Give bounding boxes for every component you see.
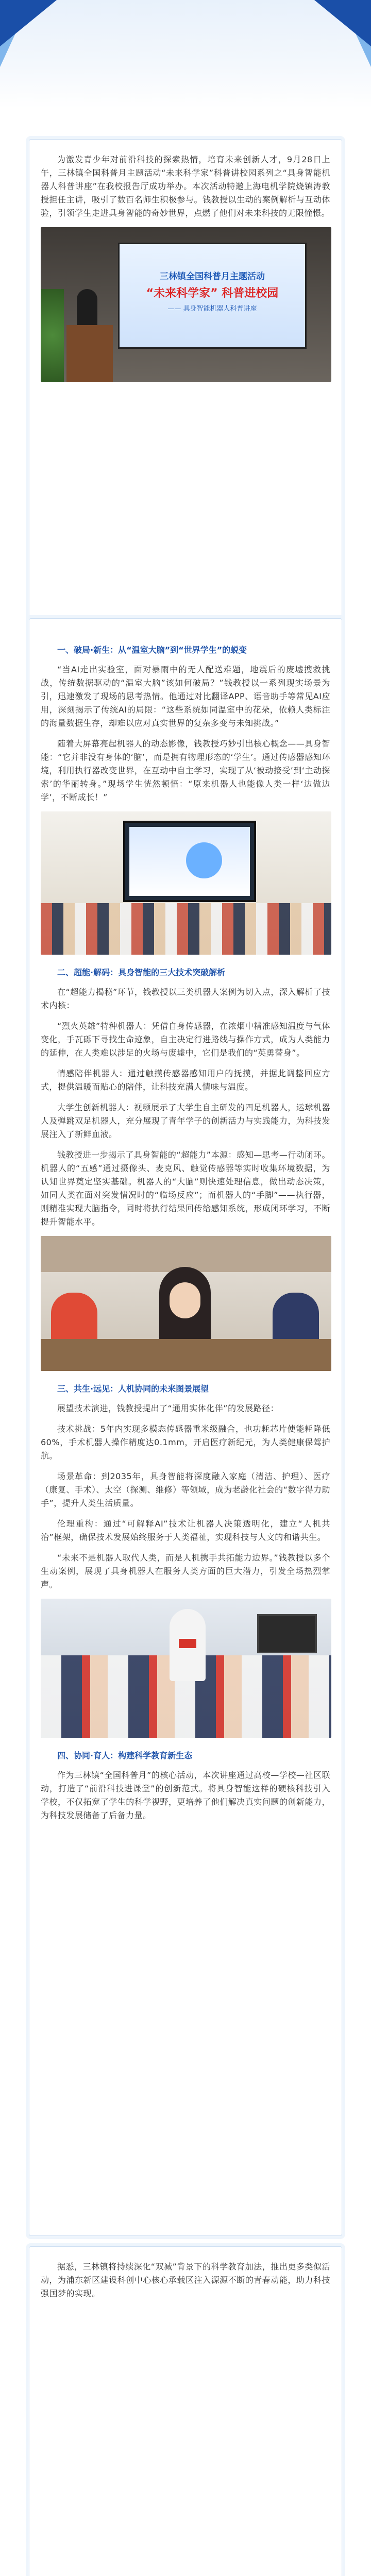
section-1-paragraph: “当AI走出实验室，面对暴雨中的无人配送难题，地震后的废墟搜救挑战，传统数据驱动的“温室大脑”该如何破局？”钱教授以一系列现实场景为引，迅速激发了现场的思考热情。他通过对比翻译APP、语音助手等常见AI应用，深刻揭示了传统AI的局限：“这些系统如同温室中的花朵，依赖人类标注的海量数据生存，却难以应对真实世界的复杂多变与未知挑战。” [41,665,330,728]
section-4-paragraph: 作为三林镇“全国科普月”的核心活动，本次讲座通过高校—学校—社区联动，打造了“前沿科技进课堂”的创新范式。将具身智能这样的硬核科技引入学校，不仅拓宽了学生的科学视野，更培养了他们解决真实问题的创新能力，为科技发展储备了后备力量。 [41,1770,330,1820]
closing-paragraph: 据悉，三林镇将持续深化“双减”背景下的科学教育加法，推出更多类似活动，为浦东新区建设科创中心核心承载区注入源源不断的青春动能，助力科技强国梦的实现。 [41,2262,330,2298]
podium [66,325,113,382]
monitor [257,1614,317,1653]
students-desk-photo [41,1236,331,1371]
section-2-paragraph: 大学生创新机器人：视频展示了大学生自主研发的四足机器人，运球机器人及弹跳双足机器人，充分展现了青年学子的创新活力与实践能力，为科技发展注入了新鲜血液。 [41,1103,330,1139]
section-3-paragraph: 技术挑战：5年内实现多模态传感器重米级融合，也功耗芯片使能耗降低60%，手术机器人操作精度达0.1mm，开启医疗新纪元，为人类健康保驾护航。 [41,1424,330,1461]
section-3-paragraph: 场景革命：到2035年，具身智能将深度融入家庭（清洁、护理）、医疗（康复、手术）、太空（探测、维修）等领域，成为老龄化社会的“数字得力助手”，提升人类生活质量。 [41,1471,330,1508]
section-1-title: 一、破局·新生：从“温室大脑”到“世界学生”的蜕变 [57,645,247,655]
header-decoration [0,0,371,108]
section-2-paragraph: “烈火英雄”特种机器人：凭借自身传感器，在浓烟中精准感知温度与气体变化，手瓦砾下寻找生命迹象，自主决定行进路线与操作方式，成为人类能力的延伸，在人类难以涉足的火场与废墟中，它们是我们的“英勇替身”。 [41,1021,330,1058]
classroom-screen [123,821,256,902]
screen-line-1: 三林镇全国科普月主题活动 [160,272,265,282]
section-3-paragraph: 伦理重构：通过“可解释AI”技术让机器人决策透明化，建立“人机共治”框架，确保技术发展始终服务于人类福祉，实现科技与人文的和谐共生。 [41,1519,330,1542]
speaker-figure [77,289,97,330]
section-2-paragraph: 钱教授进一步揭示了具身智能的“超能力”本源：感知—思考—行动闭环。机器人的“五感”通过摄像头、麦克风、触觉传感器等实时收集环境数据，为认知世界奠定坚实基础。机器人的“大脑”则快速处理信息，做出动态决策，如同人类在面对突发情况时的“临场反应”；而机器人的“手脚”——执行器，则精准实现大脑指令，同时将执行结果回传给感知系统，形成闭环学习，不断提升智能水平。 [41,1150,330,1227]
section-1-paragraph: 随着大屏幕亮起机器人的动态影像，钱教授巧妙引出核心概念——具身智能：“它并非没有身体的‘脑’，而是拥有物理形态的‘学生’。通过传感器感知环境，利用执行器改变世界，在互动中自主学习，实现了从‘被动接受’到‘主动探索’的华丽转身。”现场学生恍然顿悟：“原来机器人也能像人类一样‘边做边学’，不断成长！” [41,739,330,802]
desk [41,1339,331,1371]
lecture-photo [41,227,331,382]
intro-card [29,139,342,623]
section-2-title: 二、超能·解码：具身智能的三大技术突破解析 [57,968,226,977]
classroom-photo [41,811,331,955]
student-figure [51,1293,97,1344]
section-3-paragraph: 展望技术演进，钱教授提出了“通用实体化伴”的发展路径： [57,1403,279,1413]
section-3-paragraph: “未来不是机器人取代人类，而是人机携手共拓能力边界。”钱教授以多个生动案例，展现了具身机器人在服务人类方面的巨大潜力，引发全场热烈掌声。 [41,1553,330,1589]
section-3-title: 三、共生·远见：人机协同的未来图景展望 [57,1384,209,1394]
students-row [41,903,331,955]
closing-card [29,2246,342,2576]
section-2-paragraph: 情感陪伴机器人：通过触摸传感器感知用户的抚摸，并据此调整回应方式，提供温暖而贴心的陪伴，让科技充满人情味与温度。 [41,1069,330,1092]
corner-decoration [0,0,57,46]
screen-line-2: “未来科学家” 科普进校园 [146,287,279,300]
corner-decoration [314,0,371,46]
robot-icon [186,842,222,878]
student-figure [273,1293,319,1344]
red-scarf [179,1639,196,1648]
projection-screen [118,243,307,349]
students-scarves-photo [41,1599,331,1738]
intro-paragraph: 为激发青少年对前沿科技的探索热情，培育未来创新人才，9月28日上午，三林镇全国科普月主题活动“未来科学家”科普讲校园系列之“具身智能机器人科普讲座”在我校报告厅成功举办。本次活动特邀上海电机学院烧镇涛教授担任主讲，吸引了数百名师生积极参与。钱教授以生动的案例解析与互动体验，引领学生走进具身智能的奇妙世界，点燃了他们对未来科技的无限憧憬。 [41,155,330,218]
plant-decoration [41,289,64,382]
section-4-title: 四、协同·育人：构建科学教育新生态 [57,1751,193,1760]
screen-line-3: —— 具身智能机器人科普讲座 [167,305,257,313]
section-2-paragraph: 在“超能力揭秘”环节，钱教授以三类机器人案例为切入点，深入解析了技术内核： [41,987,330,1010]
main-content-card [29,618,342,2236]
